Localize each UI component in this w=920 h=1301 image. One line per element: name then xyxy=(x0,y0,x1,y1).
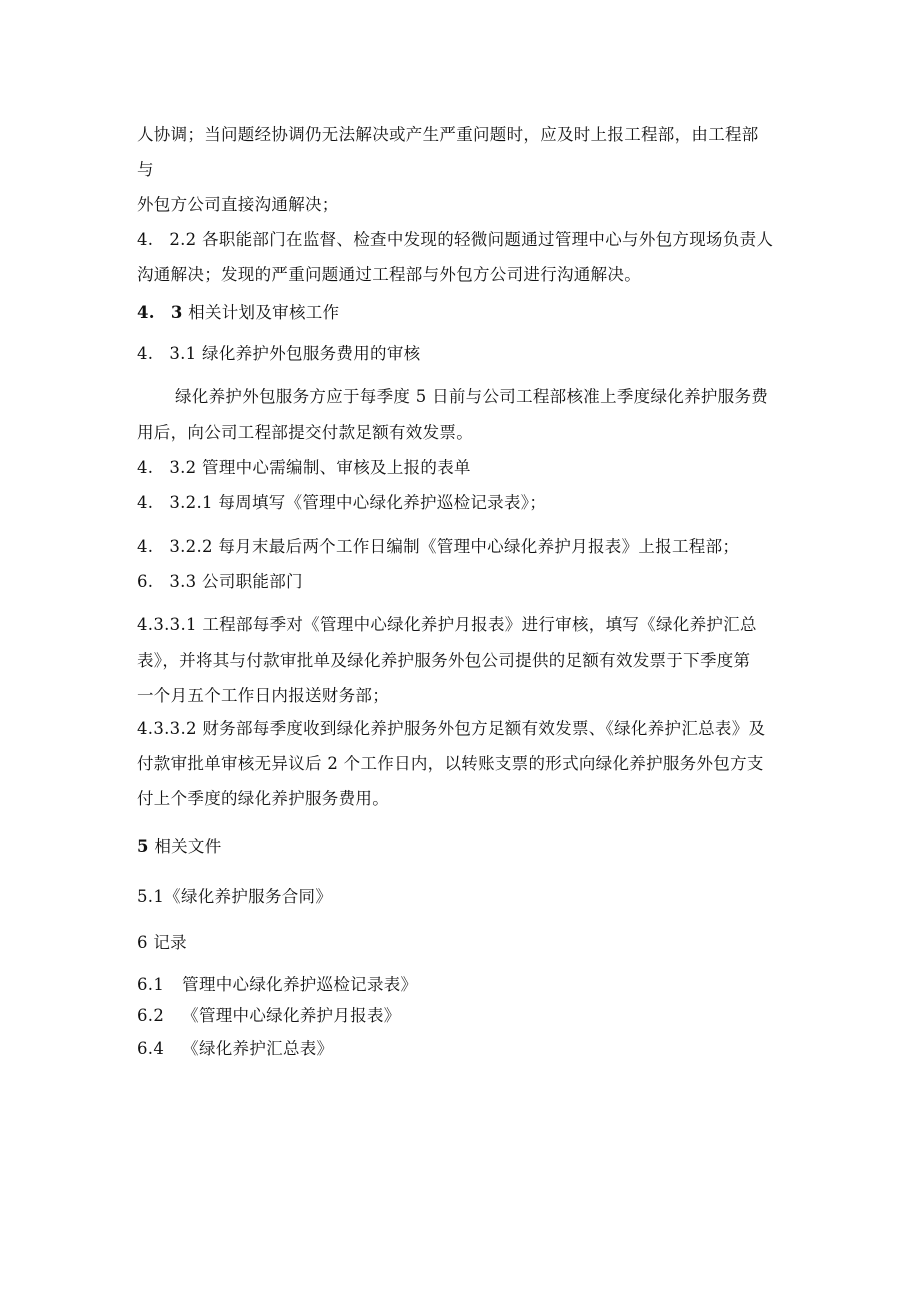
record-item xyxy=(137,975,417,995)
heading-number: 5 xyxy=(137,837,149,856)
section-heading-6: 6 记录 xyxy=(137,933,187,952)
clause-text: 3.3 公司职能部门 xyxy=(169,572,303,591)
paragraph-line: 付款审批单审核无异议后 2 个工作日内，以转账支票的形式向绿化养护服务外包方支 xyxy=(137,754,764,773)
paragraph-line: 表》，并将其与付款审批单及绿化养护服务外包公司提供的足额有效发票于下季度第 xyxy=(137,651,751,670)
heading-number: 3 xyxy=(170,303,183,322)
record-number: 6.4 xyxy=(137,1039,165,1058)
paragraph-line: 人协调；当问题经协调仍无法解决或产生严重问题时，应及时上报工程部，由工程部 xyxy=(137,125,759,144)
paragraph-line: 沟通解决；发现的严重问题通过工程部与外包方公司进行沟通解决。 xyxy=(137,265,641,284)
clause-number: 4. xyxy=(137,493,154,512)
clause-4-3-3 xyxy=(137,572,303,592)
clause-number: 6. xyxy=(137,572,154,591)
paragraph-line: 外包方公司直接沟通解决； xyxy=(137,195,339,214)
clause-number: 4. xyxy=(137,303,155,322)
section-heading-5 xyxy=(137,837,222,857)
heading-text: 相关计划及审核工作 xyxy=(182,303,340,322)
clause-4-3-2-2 xyxy=(137,537,739,557)
paragraph-line: 4.3.3.1 工程部每季对《管理中心绿化养护月报表》进行审核，填写《绿化养护汇总 xyxy=(137,615,757,634)
clause-4-3-2 xyxy=(137,458,471,478)
paragraph-line: 4.3.3.2 财务部每季度收到绿化养护服务外包方足额有效发票、《绿化养护汇总表》及 xyxy=(137,719,766,738)
clause-number: 4. xyxy=(137,537,154,556)
clause-text: 3.2 管理中心需编制、审核及上报的表单 xyxy=(169,458,471,477)
clause-text: 3.2.2 每月末最后两个工作日编制《管理中心绿化养护月报表》上报工程部； xyxy=(169,537,740,556)
clause-4-2-2 xyxy=(137,230,773,250)
clause-number: 4. xyxy=(137,458,154,477)
record-item xyxy=(137,1039,333,1059)
paragraph-line: 付上个季度的绿化养护服务费用。 xyxy=(137,789,389,808)
clause-text: 2.2 各职能部门在监督、检查中发现的轻微问题通过管理中心与外包方现场负责人 xyxy=(169,230,774,249)
record-text: 《管理中心绿化养护月报表》 xyxy=(182,1006,401,1025)
paragraph-line: 一个月五个工作日内报送财务部； xyxy=(137,686,389,705)
related-document-item: 5.1《绿化养护服务合同》 xyxy=(137,887,333,906)
record-number: 6.2 xyxy=(137,1006,165,1025)
clause-4-3-1 xyxy=(137,344,420,364)
record-item xyxy=(137,1006,401,1026)
record-text: 《绿化养护汇总表》 xyxy=(182,1039,334,1058)
paragraph-line: 与 xyxy=(137,160,154,179)
section-heading-4-3 xyxy=(137,303,339,323)
clause-text: 3.2.1 每周填写《管理中心绿化养护巡检记录表》； xyxy=(169,493,547,512)
paragraph-line-indented: 绿化养护外包服务方应于每季度 5 日前与公司工程部核准上季度绿化养护服务费 xyxy=(175,387,769,406)
clause-number: 4. xyxy=(137,230,154,249)
clause-4-3-2-1 xyxy=(137,493,546,513)
record-text: 管理中心绿化养护巡检记录表》 xyxy=(182,975,418,994)
heading-text: 相关文件 xyxy=(148,837,222,856)
clause-number: 4. xyxy=(137,344,154,363)
record-number: 6.1 xyxy=(137,975,165,994)
clause-text: 3.1 绿化养护外包服务费用的审核 xyxy=(169,344,421,363)
paragraph-line: 用后，向公司工程部提交付款足额有效发票。 xyxy=(137,423,473,442)
